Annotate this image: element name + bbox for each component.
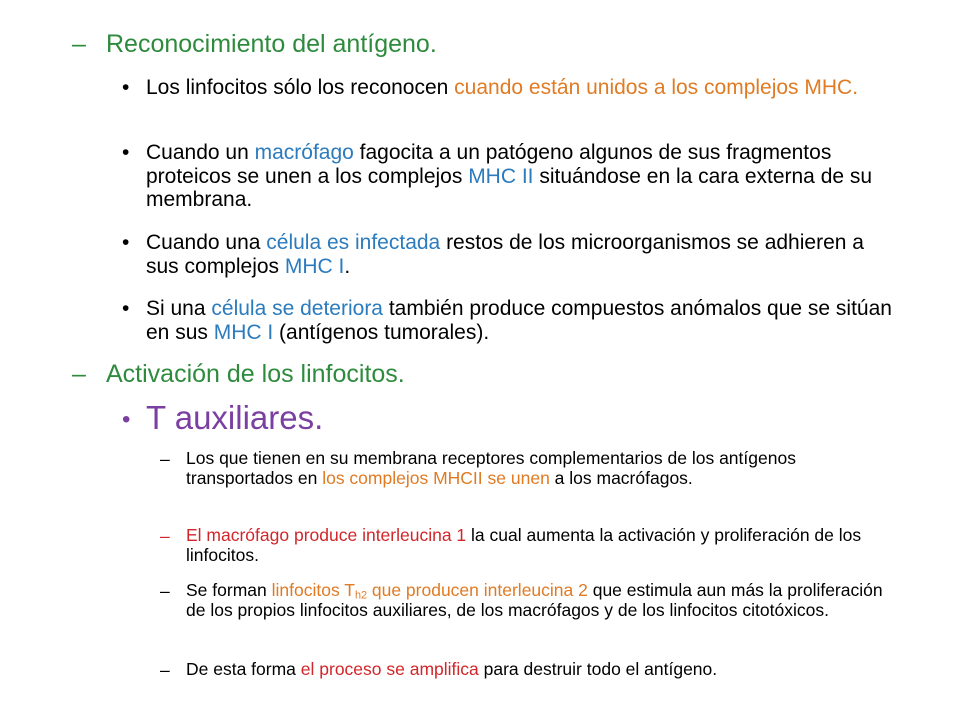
t-helpers-heading [122, 400, 882, 437]
dash-text [186, 449, 900, 488]
text-run: Cuando una [146, 231, 267, 254]
text-run: Los linfocitos sólo los reconocen [146, 76, 455, 99]
subscript: h2 [354, 589, 367, 602]
highlight-blue: macrófago [254, 141, 354, 164]
dash-item-receptors [160, 449, 900, 488]
text-run: situándose en la cara externa de su membrana. [146, 164, 873, 212]
text-run: De esta forma [186, 659, 301, 679]
heading-recognition [72, 30, 932, 59]
dash-marker: – [160, 581, 170, 601]
text-run: a los macrófagos. [549, 467, 693, 488]
text-run: restos de los microorganismos se adhieren a sus complejos [146, 231, 864, 278]
bullet-infected-cell [122, 231, 894, 278]
dash-item-th2 [160, 581, 900, 620]
text-run: Cuando un [146, 141, 255, 164]
dash-marker: – [160, 449, 170, 469]
bullet-text [146, 297, 894, 344]
text-run: . [344, 254, 351, 278]
bullet-marker: • [122, 141, 130, 164]
heading-activation [72, 360, 932, 389]
bullet-marker: • [122, 406, 131, 433]
bullet-deteriorated-cell [122, 297, 894, 344]
dash-marker: – [72, 360, 86, 388]
bullet-marker: • [122, 231, 130, 254]
dash-marker: – [72, 30, 86, 58]
bullet-text [146, 141, 894, 212]
bullet-marker: • [122, 76, 130, 99]
dash-text [186, 660, 717, 680]
dash-marker: – [160, 660, 170, 680]
text-run: (antígenos tumorales). [273, 320, 490, 344]
text-run: Se forman [186, 580, 272, 600]
dash-item-amplify [160, 660, 900, 681]
text-run: para destruir todo el antígeno. [478, 659, 718, 679]
highlight-blue: célula es infectada [266, 231, 441, 254]
heading-text: Activación de los linfocitos. [106, 360, 405, 388]
text-run: fagocita a un patógeno algunos de sus fragmentos proteicos se unen a los complejos [146, 141, 832, 188]
bullet-text [146, 76, 858, 100]
t-helpers-text: T auxiliares. [146, 399, 324, 436]
dash-marker: – [160, 526, 170, 546]
text-run: que producen interleucina 2 [367, 580, 588, 600]
highlight-blue: MHC I [213, 320, 274, 344]
dash-item-interleukin1 [160, 526, 900, 565]
text-run: Los que tienen en su membrana receptores complementarios de los antígenos transportados en [186, 448, 796, 488]
dash-text [186, 581, 900, 620]
highlight-red: El macrófago produce interleucina 1 [186, 525, 467, 545]
text-run: que estimula aun más la proliferación de los propios linfocitos auxiliares, de los macrófagos y de los linfocitos citotóxicos. [186, 580, 883, 620]
bullet-recognition-mhc [122, 76, 882, 100]
dash-text [186, 526, 900, 565]
bullet-macrophage [122, 141, 894, 212]
text-run: linfocitos T [271, 580, 355, 600]
heading-text: Reconocimiento del antígeno. [106, 30, 437, 58]
highlight-orange [272, 580, 588, 600]
bullet-text [146, 231, 894, 278]
highlight-blue: célula se deteriora [211, 297, 383, 320]
text-run: también produce compuestos anómalos que se sitúan en sus [146, 297, 892, 344]
text-run: Si una [146, 297, 212, 320]
highlight-blue: MHC I [284, 254, 345, 278]
bullet-marker: • [122, 297, 130, 320]
highlight-red: el proceso se amplifica [300, 659, 479, 679]
text-run: la cual aumenta la activación y proliferación de los linfocitos. [186, 525, 862, 565]
highlight-orange: los complejos MHCII se unen [322, 467, 550, 488]
highlight-blue: MHC II [468, 164, 534, 188]
highlight-orange: cuando están unidos a los complejos MHC. [454, 76, 859, 99]
